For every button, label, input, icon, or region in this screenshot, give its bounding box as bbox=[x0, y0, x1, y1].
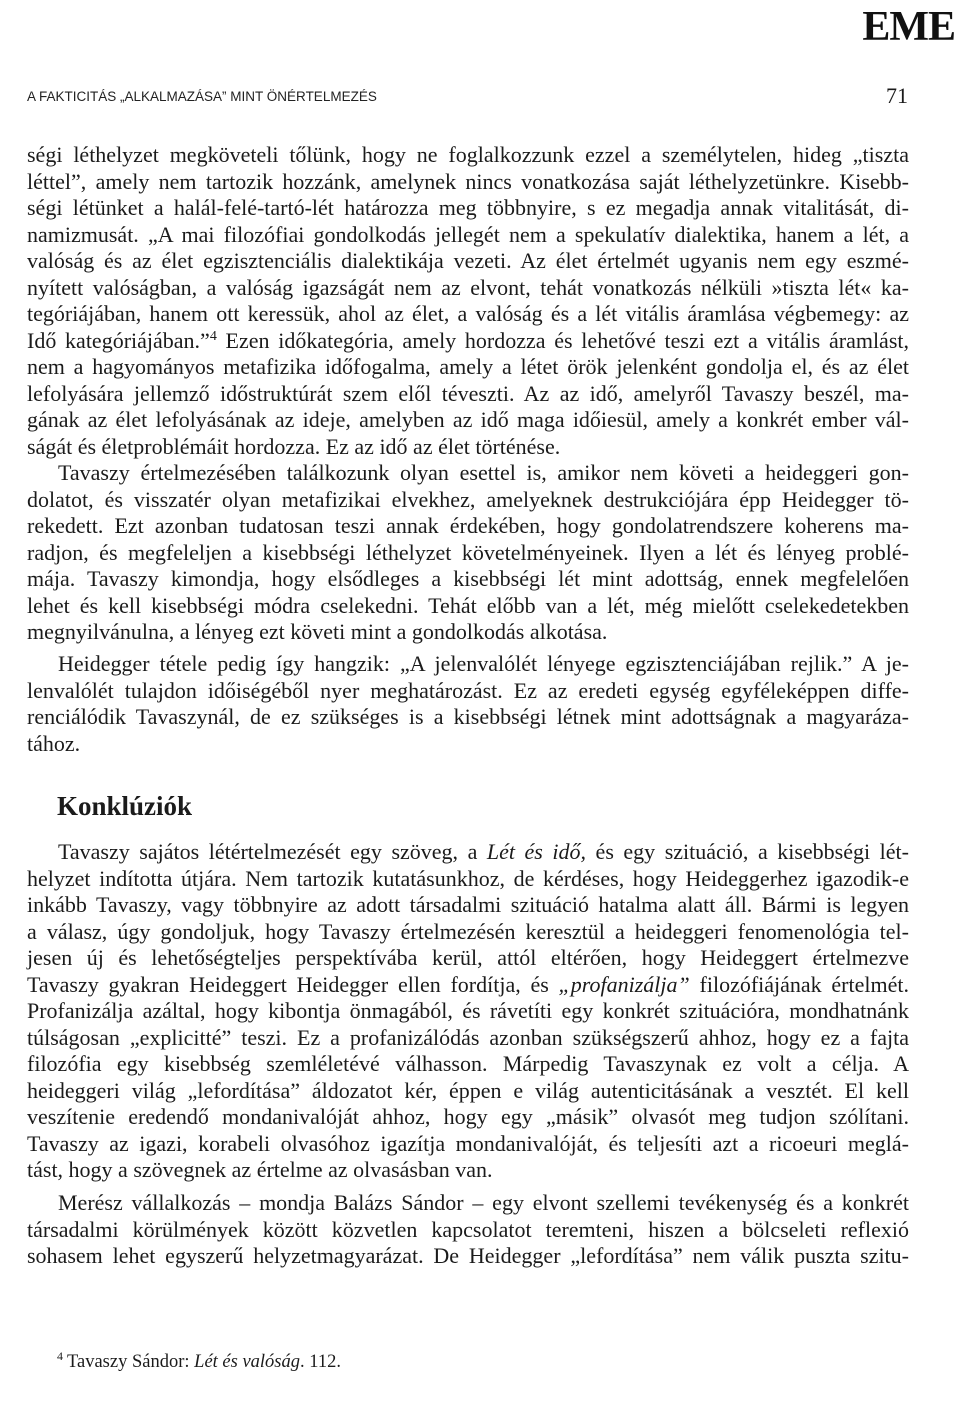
text-line: helyzet indította útjára. Nem tartozik kutatásunkhoz, de kérdéses, hogy Heideggerhez igazodik-e bbox=[27, 865, 909, 891]
text-line: nem a hagyományos metafizika időfogalma, amely a létet örök jelenként gondolja el, és az élet bbox=[27, 354, 909, 379]
text-line: a válasz, úgy gondoljuk, hogy Tavaszy értelmezésén keresztül a heideggeri fenomenológia tel- bbox=[27, 918, 909, 944]
text-segment: Tavaszy gyakran Heideggert Heidegger ellen fordítja, és bbox=[27, 971, 559, 997]
paragraph bbox=[27, 460, 909, 646]
text-line: Heidegger tétele pedig így hangzik: „A jelenvalólét lényege egzisztenciájában rejlik.” A je- bbox=[58, 651, 909, 676]
page-number: 71 bbox=[886, 83, 908, 108]
text-line: tához. bbox=[27, 730, 81, 756]
text-line: lefolyására jellemző időstruktúrát szem elől téveszti. Az az idő, amelyről Tavaszy beszél, ma- bbox=[27, 380, 909, 406]
text-line: heideggeri világ „lefordítása” áldozatot kér, éppen e világ autenticitásának a vesztét. El kell bbox=[27, 1077, 909, 1103]
paragraph bbox=[27, 651, 909, 757]
footnote-citation: . 112. bbox=[300, 1352, 341, 1372]
text-line: ségi léthelyzet megköveteli tőlünk, hogy ne foglalkozzunk ezzel a személytelen, hideg „tiszta bbox=[27, 142, 909, 167]
text-line: nyített valóságban, a valóság igazságát nem az elvont, tehát vonatkozás nélküli »tiszta lét« ka- bbox=[27, 274, 909, 300]
text-line bbox=[27, 328, 909, 355]
text-line: tást, hogy a szövegnek az értelme az olvasásban van. bbox=[27, 1157, 493, 1182]
text-line: veszítenie eredendő mondanivalóját ahhoz, hogy egy „másik” olvasót meg tudjon szólítani. bbox=[27, 1104, 909, 1129]
text-line: Tavaszy értelmezésében találkozunk olyan esettel is, amikor nem követi a heideggeri gon- bbox=[58, 460, 909, 485]
italic-term: „profanizálja” bbox=[558, 971, 690, 997]
footnote-number: 4 bbox=[57, 1349, 63, 1363]
text-line: valóság és az élet egzisztenciális dialektikája vezeti. Az élet értelmét ugyanis nem egy eszmé- bbox=[27, 248, 909, 273]
text-line: lehet és kell kisebbségi módra cselekedni. Tehát előbb van a lét, még mielőtt cselekedetekben bbox=[27, 592, 909, 618]
paragraph bbox=[27, 839, 909, 1184]
footnote-ref: 4 bbox=[209, 328, 217, 344]
paragraph bbox=[27, 142, 909, 460]
text-line: megnyilvánulna, a lényeg ezt követi mint a gondolkodás alkotása. bbox=[27, 619, 608, 644]
text-line: ságát és életproblémáit hordozza. Ez az idő az élet történése. bbox=[27, 433, 561, 459]
text-line: mája. Tavaszy kimondja, hogy elsődleges a kisebbségi lét mint adottság, ennek megfelelően bbox=[27, 566, 909, 591]
paragraph bbox=[27, 1190, 909, 1270]
text-line: léttel”, amely nem tartozik hozzánk, amelynek nincs vonatkozása saját léthelyzetünkre. Kisebb- bbox=[27, 168, 909, 194]
text-segment: Idő kategóriájában.” bbox=[27, 327, 210, 353]
text-segment: Tavaszy sajátos létértelmezését egy szöveg, a bbox=[58, 839, 487, 864]
text-line: radjon, és megfeleljen a kisebbségi léthelyzet követelményeinek. Ilyen a lét és lényeg problé- bbox=[27, 539, 909, 565]
text-line: társadalmi körülmények között közvetlen kapcsolatot teremteni, hiszen a bölcseleti reflexió bbox=[27, 1216, 909, 1242]
text-line: jesen új és lehetőségteljes perspektívába kerül, attól eltérően, hogy Heideggert értelmezve bbox=[27, 945, 909, 970]
text-line bbox=[27, 972, 909, 999]
text-line: inkább Tavaszy, vagy többnyire az adott társadalmi szituáció hatalma alatt áll. Bármi is legyen bbox=[27, 892, 909, 917]
text-line: gának az élet lefolyásának az ideje, amelyben az idő maga időiesül, amely a konkrét ember vál- bbox=[27, 407, 909, 432]
text-line: sohasem lehet egyszerű helyzetmagyarázat. De Heidegger „lefordítása” nem válik puszta szitu- bbox=[27, 1243, 909, 1268]
text-line: rekedett. Ezt azonban tudatosan teszi annak érdekében, hogy gondolatrendszere koherens ma- bbox=[27, 513, 909, 538]
text-line: Tavaszy az igazi, korabeli olvasóhoz igazítja mondanivalóját, és teljesíti azt a ricoeuri meglá- bbox=[27, 1130, 909, 1156]
text-segment: és egy szituáció, a kisebbségi lét- bbox=[586, 839, 909, 864]
text-segment: Ezen időkategória, amely hordozza és lehetővé teszi ezt a vitális áramlást, bbox=[216, 327, 909, 353]
text-line: filozófia egy kisebbség szemléletévé válhasson. Márpedig Tavaszynak ez volt a célja. A bbox=[27, 1051, 909, 1076]
text-line: renciálódik Tavaszynál, de ez szükséges is a kisebbségi létnek mint adottságnak a magyaráza- bbox=[27, 704, 909, 729]
publisher-logo: EME bbox=[862, 4, 955, 50]
footnote-title: Lét és valóság bbox=[194, 1352, 301, 1372]
text-line: Merész vállalkozás – mondja Balázs Sándor – egy elvont szellemi tevékenység és a konkrét bbox=[58, 1190, 909, 1215]
text-line: namizmusát. „A mai filozófiai gondolkodás jellegét nem a spekulatív dialektika, hanem a lét, a bbox=[27, 221, 909, 247]
text-line: Profanizálja azáltal, hogy kibontja önmagából, és rávetíti egy konkrét szituációra, mondhatnánk bbox=[27, 998, 909, 1023]
footnote bbox=[57, 1351, 341, 1373]
footnote-author: Tavaszy Sándor: bbox=[67, 1352, 195, 1372]
section-heading: Konklúziók bbox=[57, 791, 193, 821]
text-line: ségi létünket a halál-felé-tartó-lét határozza meg többnyire, s ez megadja annak vitalitását, di- bbox=[27, 195, 909, 220]
text-line: túlságosan „explicitté” teszi. Ez a profanizálódás azonban szükségszerű ahhoz, hogy ez a fajta bbox=[27, 1024, 909, 1050]
italic-title: Lét és idő, bbox=[486, 839, 587, 864]
text-line bbox=[27, 839, 909, 866]
text-segment: filozófiájának értelmét. bbox=[689, 971, 909, 997]
text-line: lenvalólét tulajdon időiségéből nyer meghatározást. Ez az eredeti egység egyféleképpen diffe- bbox=[27, 677, 909, 703]
text-line: tegóriájában, hanem ott keressük, ahol az élet, a valóság és a lét vitális áramlása végbemegy: az bbox=[27, 301, 909, 326]
text-line: dolatot, és visszatér olyan metafizikai elvekhez, amelyeknek destrukciójára épp Heidegger tö- bbox=[27, 486, 909, 512]
running-head: A FAKTICITÁS „ALKALMAZÁSA” MINT ÖNÉRTELMEZÉS bbox=[27, 89, 377, 104]
